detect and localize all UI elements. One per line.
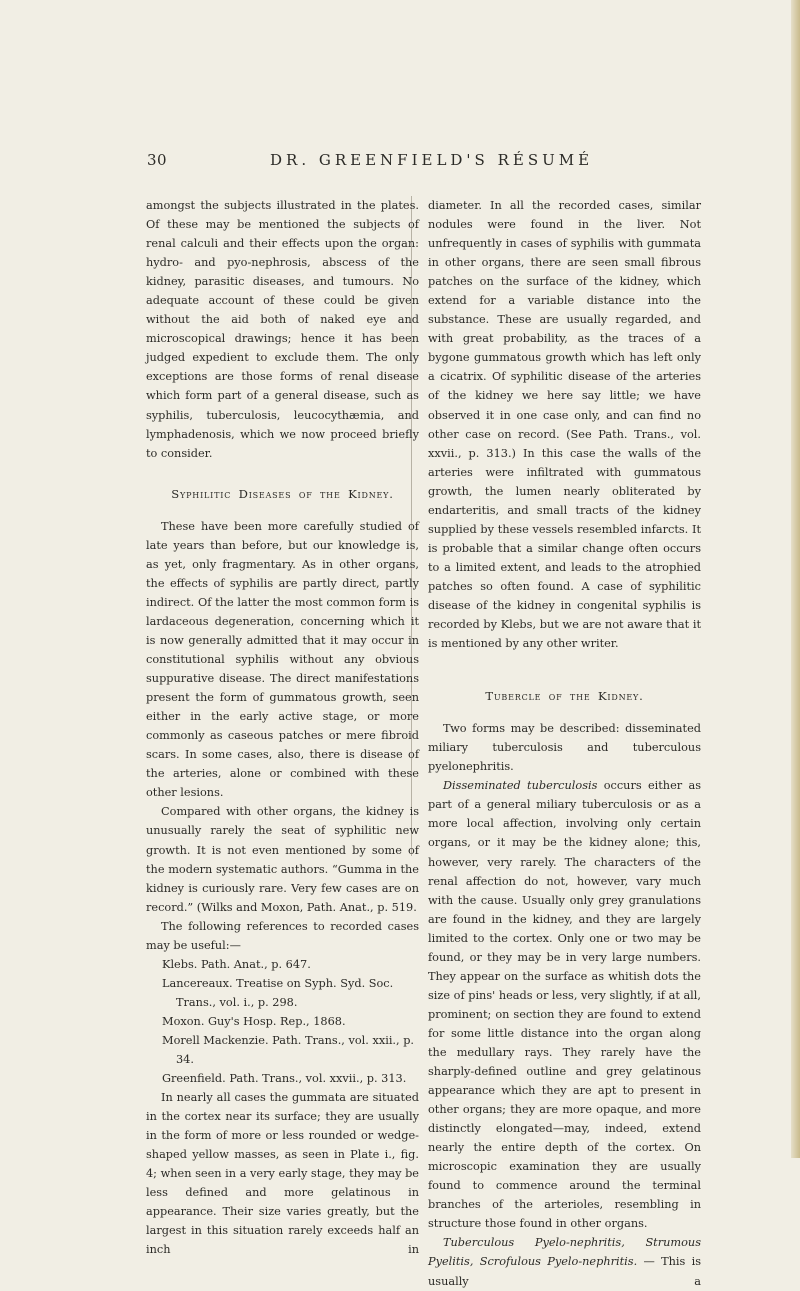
paragraph: Two forms may be described: disseminated miliary tuberculosis and tuberculous pyelonephritis. [428, 722, 701, 774]
paragraph-intro: amongst the subjects illustrated in the plates. Of these may be mentioned the subjects of renal calculi and their effects upon the organ: hydro- and pyo-nephrosis, abscess of the kidney, parasitic diseases, and tumours. No adequate account of these could be given without the aid both of naked eye and microscopical drawings; hence it has been judged expedient to exclude them. The only exceptions are those forms of renal disease which form part of a general disease, such as syphilis, tuberculosis, leucocythæmia, and lymphadenosis, which we now proceed briefly to consider. [146, 199, 419, 460]
section-heading-syphilitic: Syphilitic Diseases of the Kidney. [171, 486, 394, 501]
paragraph [428, 776, 701, 1233]
page-edge [791, 0, 800, 1158]
reference-item: Moxon. Guy's Hosp. Rep., 1868. [162, 1014, 346, 1028]
right-column [428, 196, 701, 1291]
paragraph: These have been more carefully studied of late years than before, but our knowledge is, as yet, only fragmentary. As in other organs, the effects of syphilis are partly direct, partly indirect. Of the latter the most common form is lardaceous degeneration, concerning which it is now generally admitted that it may occur in constitutional syphilis without any obvious suppurative disease. The direct manifestations present the form of gummatous growth, seen either in the early active stage, or more commonly as caseous patches or mere fibroid scars. In some cases, also, there is disease of the arteries, alone or combined with these other lesions. [146, 519, 419, 800]
reference-item: Morell Mackenzie. Path. Trans., vol. xxii., p. 34. [162, 1033, 415, 1067]
section-heading-tubercle: Tubercle of the Kidney. [485, 689, 644, 704]
paragraph-text: — This is usually a [428, 1255, 701, 1288]
reference-item: Greenfield. Path. Trans., vol. xxvii., p. 313. [162, 1072, 407, 1086]
left-column [146, 196, 419, 1260]
paragraph [428, 1233, 701, 1290]
italic-term: Disseminated tuberculosis [443, 779, 598, 793]
paragraph-text: occurs either as part of a general miliary tuberculosis or as a more local affection, involving only certain organs, or it may be the kidney alone; this, however, very rarely. The characters of the renal affection do not, however, vary much with the cause. Usually only grey granulations are found in the kidney, and they are largely limited to the cortex. Only one or two may be found, or they may be in very large numbers. They appear on the surface as whitish dots the size of pins' heads or less, very slightly, if at all, prominent; on section they are found to extend for some little distance into the organ along the medullary rays. They rarely have the sharply-defined outline and grey gelatinous appearance which they are apt to present in other organs; they are more opaque, and more distinctly elongated—may, indeed, extend nearly the entire depth of the cortex. On microscopic examination they are usually found to commence around the terminal branches of the arterioles, resembling in structure those found in other organs. [428, 779, 702, 1231]
italic-term: Tuberculous Pyelo-nephritis, Strumous Pyelitis, Scrofulous Pyelo-nephritis. [428, 1236, 701, 1269]
page-number: 30 [147, 151, 168, 169]
reference-item: Klebs. Path. Anat., p. 647. [162, 957, 311, 971]
reference-item: Lancereaux. Treatise on Syph. Syd. Soc. Trans., vol. i., p. 298. [162, 976, 394, 1009]
paragraph: Compared with other organs, the kidney is unusually rarely the seat of syphilitic new growth. It is not even mentioned by some of the modern systematic authors. “Gumma in the kidney is curiously rare. Very few cases are on record.” (Wilks and Moxon, Path. Anat., p. 519. [146, 805, 419, 914]
paragraph: The following references to recorded cases may be useful:— [146, 919, 419, 952]
paragraph: In nearly all cases the gummata are situated in the cortex near its surface; they are usually in the form of more or less rounded or wedge-shaped yellow masses, as seen in Plate i., fig. 4; when seen in a very early stage, they may be less defined and more gelatinous in appearance. Their size varies greatly, but the largest in this situation rarely exceeds half an inch in [146, 1091, 419, 1257]
paragraph: diameter. In all the recorded cases, similar nodules were found in the liver. Not unfrequently in cases of syphilis with gummata in other organs, there are seen small fibrous patches on the surface of the kidney, which extend for a variable distance into the substance. These are usually regarded, and with great probability, as the traces of a bygone gummatous growth which has left only a cicatrix. Of syphilitic disease of the arteries of the kidney we here say little; we have observed it in one case only, and can find no other case on record. (See Path. Trans., vol. xxvii., p. 313.) In this case the walls of the arteries were infiltrated with gummatous growth, the lumen nearly obliterated by endarteritis, and small tracts of the kidney supplied by these vessels resembled infarcts. It is probable that a similar change often occurs to a limited extent, and leads to the atrophied patches so often found. A case of syphilitic disease of the kidney in congenital syphilis is recorded by Klebs, but we are not aware that it is mentioned by any other writer. [428, 199, 701, 651]
running-title: DR. GREENFIELD'S RÉSUMÉ [270, 151, 594, 169]
reference-list [146, 955, 419, 1088]
